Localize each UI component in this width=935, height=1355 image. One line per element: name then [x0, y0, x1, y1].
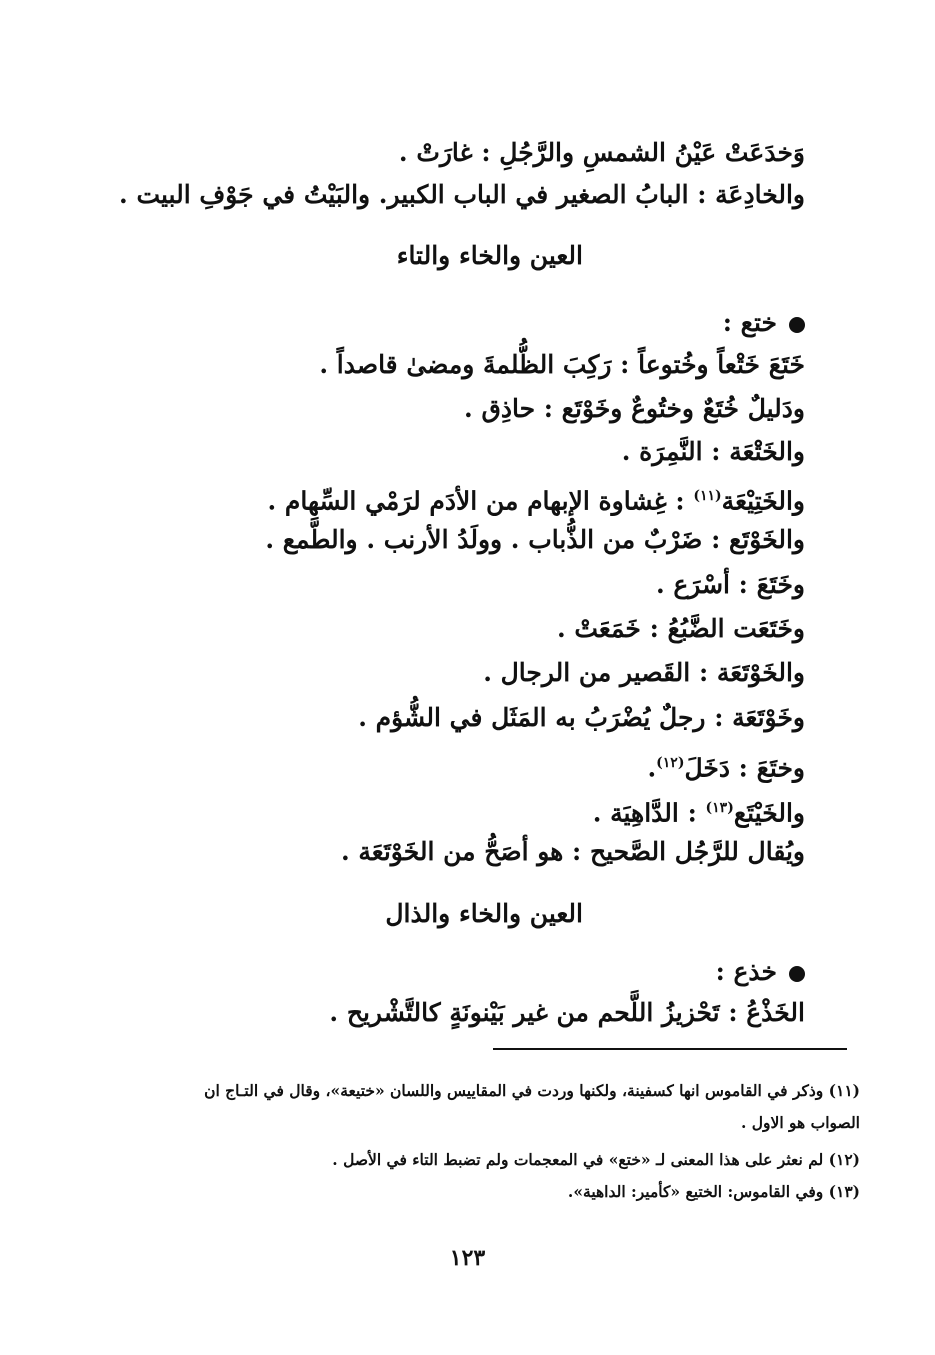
definition-line: خَتَعَ خَتْعاً وخُتوعاً : رَكِبَ الظُّلمةَ ومضىٰ قاصداً . [319, 350, 805, 379]
footnote-ref: (١١) [693, 488, 722, 504]
bullet-icon [789, 317, 805, 333]
section-heading: العين والخاء والتاء [396, 241, 583, 270]
headword: والخَيْتَع [733, 798, 805, 828]
definition-line [593, 793, 805, 828]
definition-text: . [647, 753, 657, 783]
root-entry [716, 957, 805, 987]
definition-line: وخَتَعَت الضَّبُعُ : خَمَعَتْ . [556, 614, 805, 643]
definition-line: وخَتَعَ : أسْرَع . [655, 570, 805, 599]
root-entry [723, 308, 805, 338]
footnote: (١٣) وفي القاموس: الختيع «كأمير: الداهية». [567, 1182, 860, 1201]
definition-text: : الدَّاهِيَة . [592, 798, 697, 828]
footnote-ref: (١٣) [705, 800, 734, 816]
footnote: (١١) وذكر في القاموس انها كسفينة، ولكنها وردت في المقاييس واللسان «ختيعة»، وقال في التـاج ان [204, 1081, 860, 1100]
definition-line: الخَذْعُ : تَحْزيزُ اللَّحم من غير بَيْنونَةٍ كالتَّشْريح . [329, 998, 805, 1027]
definition-line: والخَوْتَعَة : القَصير من الرجال . [483, 658, 805, 687]
definition-line [267, 481, 805, 516]
definition-line: ودَليلٌ خُتَعٌ وختُوعٌ وخَوْتَع : حاذِق . [464, 394, 805, 423]
definition-text: : غِشاوة الإبهام من الأدَم لرَمْي السِّهام . [267, 486, 685, 516]
footnote-continuation: الصواب هو الاول . [740, 1113, 860, 1132]
footnote-divider [493, 1048, 847, 1050]
definition-line [647, 748, 805, 783]
definition-line: والخَوْتَع : ضَرْبٌ من الذُّباب . وولَدُ الأرنب . والطَّمع . [265, 525, 805, 554]
root-label: خذع : [715, 957, 777, 986]
footnote: (١٢) لم نعثر على هذا المعنى لـ «ختع» في المعجمات ولم تضبط التاء في الأصل . [332, 1150, 860, 1169]
definition-line: ويُقال للرَّجُل الصَّحيح : هو أصَحُّ من الخَوْتَعَة . [340, 837, 805, 866]
text-line: وَخدَعَتْ عَيْنُ الشمسِ والرَّجُلِ : غارَتْ . [398, 138, 805, 167]
section-heading: العين والخاء والذال [385, 899, 583, 928]
headword: والخَتِيْعَة [721, 486, 805, 516]
bullet-icon [789, 966, 805, 982]
text-line: والخادِعَة : البابُ الصغير في الباب الكبير. والبَيْتُ في جَوْفِ البيت . [119, 180, 805, 209]
headword: وختَعَ : دَخَلَ [684, 753, 805, 783]
root-label: ختع : [722, 308, 777, 337]
definition-line: وخَوْتَعَة : رجلٌ يُضْرَبُ به المَثَل في الشُّؤم . [358, 703, 805, 732]
page-number: ١٢٣ [449, 1245, 486, 1271]
footnote-ref: (١٢) [656, 755, 685, 771]
definition-line: والخَتْعَة : النَّمِرَة . [621, 437, 805, 466]
